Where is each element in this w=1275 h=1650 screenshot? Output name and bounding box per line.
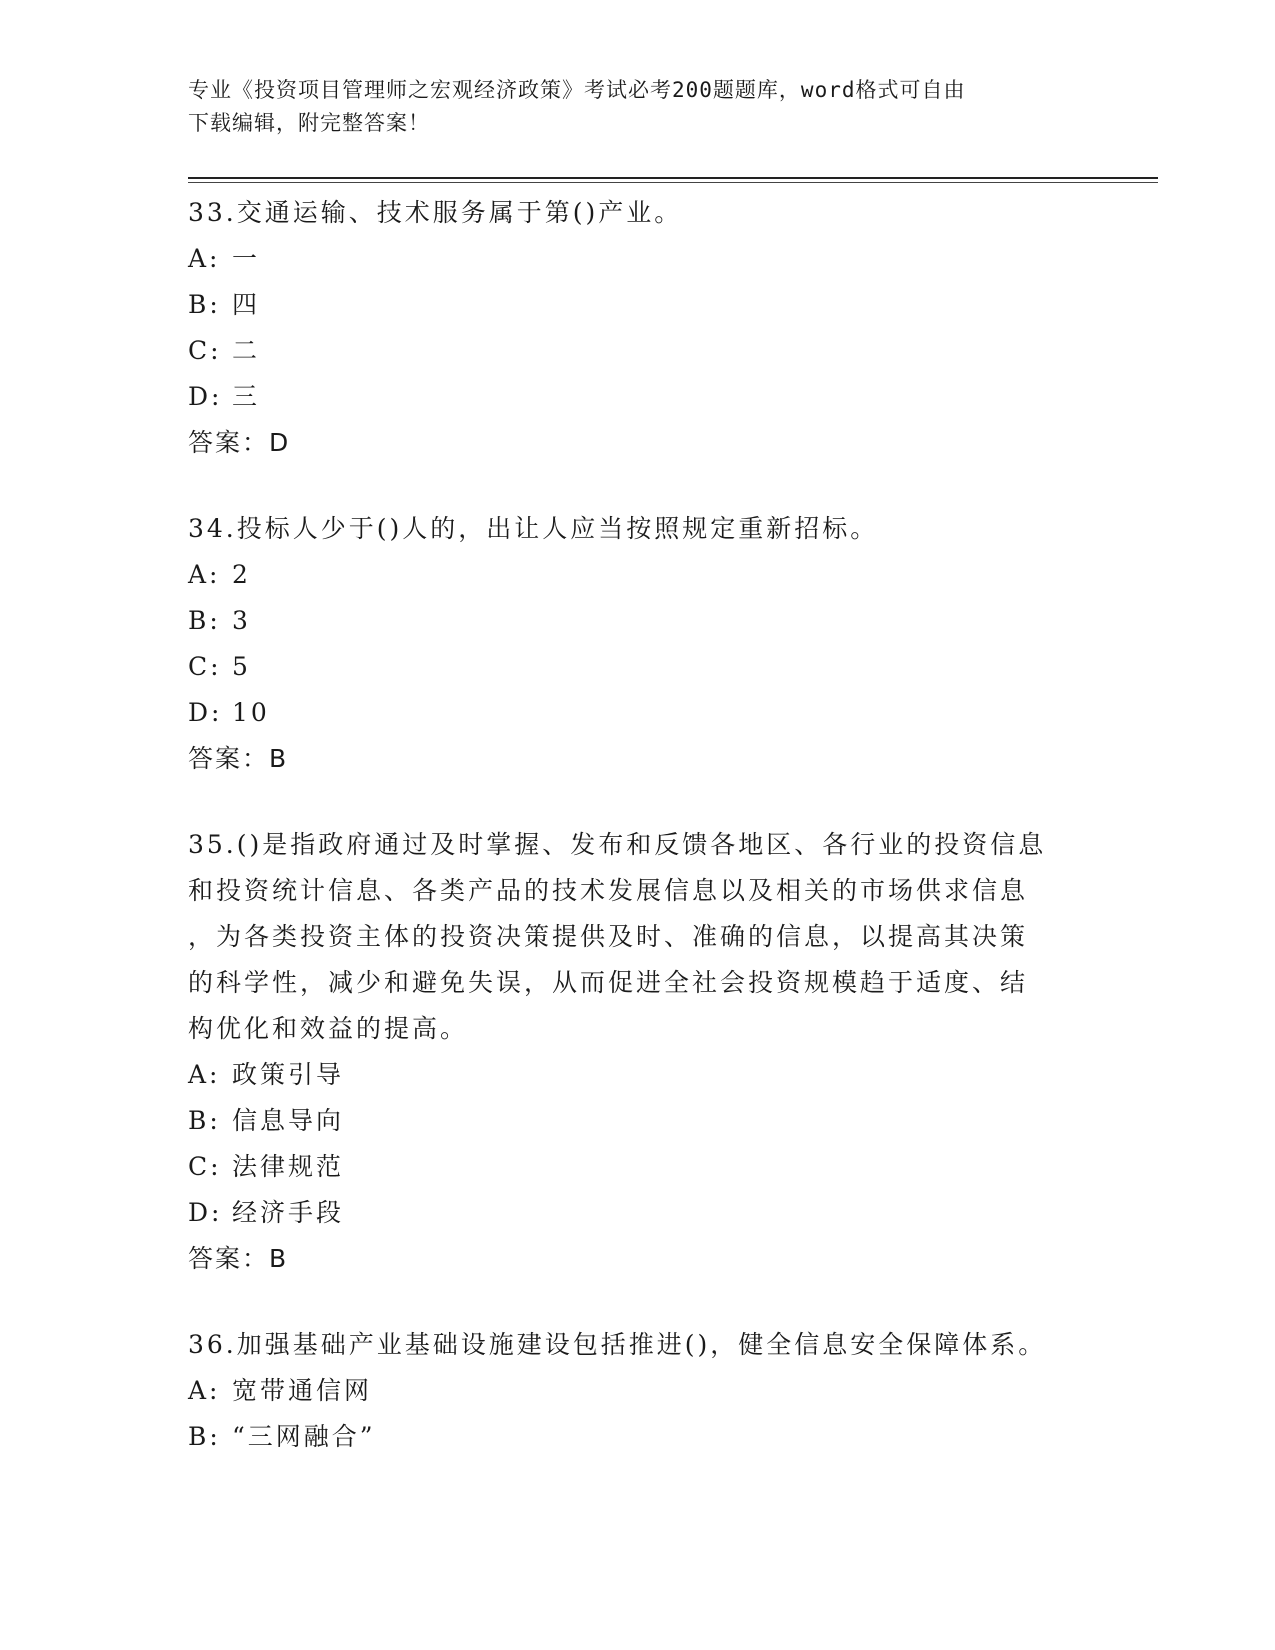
- option-b: [188, 598, 1088, 644]
- question-text: 36.加强基础产业基础设施建设包括推进()，健全信息安全保障体系。: [188, 1330, 1047, 1359]
- option-a: [188, 236, 1088, 282]
- option-c: [188, 328, 1088, 374]
- option-letter: C:: [188, 652, 222, 681]
- header-divider-thin: [188, 182, 1158, 183]
- option-text: 四: [232, 290, 261, 319]
- option-letter: B:: [188, 606, 221, 635]
- header-divider-thick: [188, 177, 1158, 179]
- option-letter: B:: [188, 1422, 221, 1451]
- answer-line: 答案：D: [188, 428, 291, 457]
- option-a: [188, 1052, 1088, 1098]
- option-letter: D:: [188, 1198, 223, 1227]
- question-list: [188, 190, 1088, 1500]
- question-text: 34.投标人少于()人的，出让人应当按照规定重新招标。: [188, 514, 879, 543]
- option-text: 政策引导: [232, 1060, 345, 1089]
- question-34: [188, 506, 1088, 782]
- option-text: 经济手段: [232, 1198, 345, 1227]
- option-d: [188, 374, 1088, 420]
- question-35: [188, 822, 1088, 1282]
- document-header: [188, 74, 1088, 140]
- option-c: [188, 644, 1088, 690]
- option-letter: C:: [188, 1152, 222, 1181]
- option-letter: A:: [188, 1376, 221, 1405]
- option-letter: D:: [188, 698, 223, 727]
- question-text-line: 35.()是指政府通过及时掌握、发布和反馈各地区、各行业的投资信息: [188, 830, 1047, 859]
- question-text-line: 的科学性，减少和避免失误，从而促进全社会投资规模趋于适度、结: [188, 968, 1029, 997]
- question-text: 33.交通运输、技术服务属于第()产业。: [188, 198, 683, 227]
- option-a: [188, 1368, 1088, 1414]
- header-line-2: 下载编辑，附完整答案！: [188, 111, 430, 135]
- option-b: [188, 1414, 1088, 1460]
- option-letter: A:: [188, 560, 221, 589]
- question-36: [188, 1322, 1088, 1460]
- option-letter: C:: [188, 336, 222, 365]
- answer-line: 答案：B: [188, 1244, 289, 1273]
- option-text: 三: [232, 382, 261, 411]
- option-text: 5: [232, 652, 251, 681]
- option-text: 一: [232, 244, 261, 273]
- header-line-1: 专业《投资项目管理师之宏观经济政策》考试必考200题题库，word格式可自由: [188, 78, 966, 102]
- option-text: 二: [232, 336, 261, 365]
- question-text-line: 和投资统计信息、各类产品的技术发展信息以及相关的市场供求信息: [188, 876, 1029, 905]
- question-text-line: ，为各类投资主体的投资决策提供及时、准确的信息，以提高其决策: [188, 922, 1029, 951]
- question-text-line: 构优化和效益的提高。: [188, 1014, 469, 1043]
- option-a: [188, 552, 1088, 598]
- option-b: [188, 282, 1088, 328]
- answer-line: 答案：B: [188, 744, 289, 773]
- option-b: [188, 1098, 1088, 1144]
- option-letter: D:: [188, 382, 223, 411]
- option-text: 宽带通信网: [232, 1376, 373, 1405]
- option-text: 2: [232, 560, 251, 589]
- option-text: 3: [232, 606, 251, 635]
- option-letter: B:: [188, 290, 221, 319]
- option-text: “三网融合”: [232, 1422, 376, 1451]
- option-text: 信息导向: [232, 1106, 345, 1135]
- option-d: [188, 690, 1088, 736]
- option-text: 10: [232, 698, 270, 727]
- option-letter: A:: [188, 244, 221, 273]
- option-text: 法律规范: [232, 1152, 345, 1181]
- option-letter: B:: [188, 1106, 221, 1135]
- option-letter: A:: [188, 1060, 221, 1089]
- option-c: [188, 1144, 1088, 1190]
- option-d: [188, 1190, 1088, 1236]
- question-33: [188, 190, 1088, 466]
